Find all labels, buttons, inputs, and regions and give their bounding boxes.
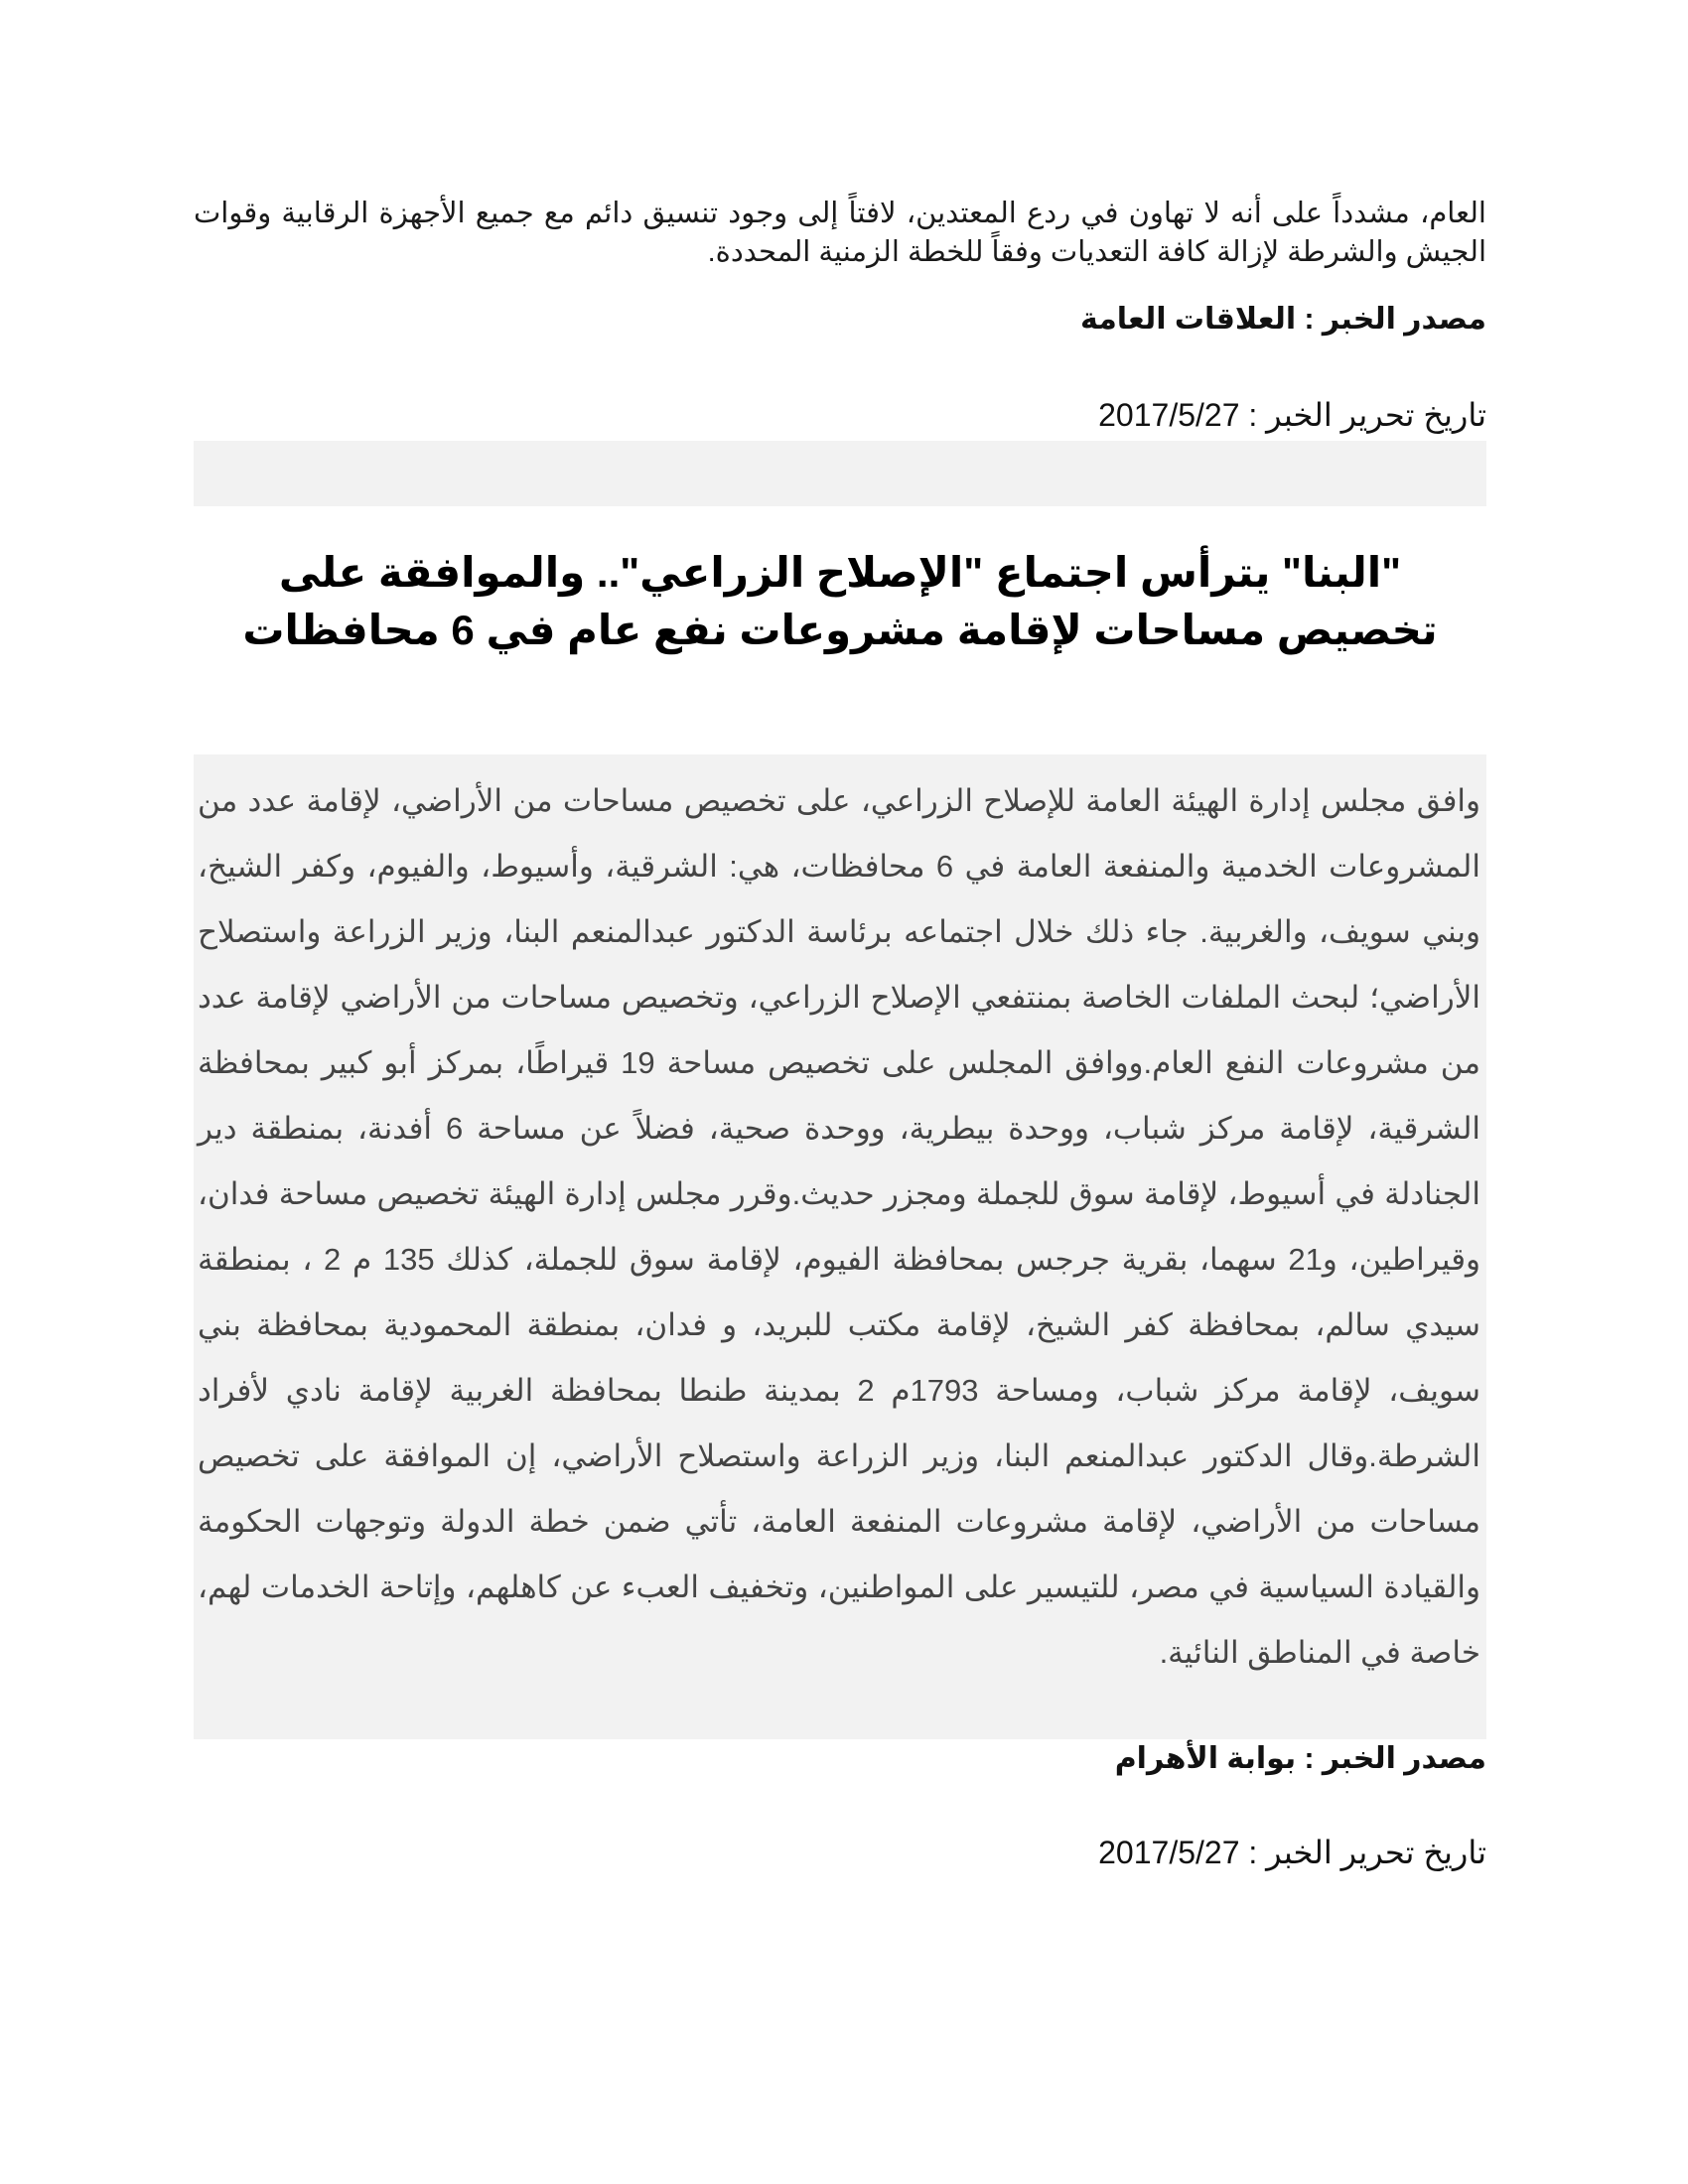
article-body-block bbox=[194, 754, 1486, 1739]
article-headline: "البنا" يترأس اجتماع "الإصلاح الزراعي".. والموافقة على تخصيص مساحات لإقامة مشروعات نفع عام في 6 محافظات bbox=[242, 549, 1438, 653]
article-source: مصدر الخبر : بوابة الأهرام bbox=[1114, 1742, 1486, 1775]
separator-band bbox=[194, 441, 1486, 506]
previous-article-source: مصدر الخبر : العلاقات العامة bbox=[1080, 303, 1486, 336]
document-page bbox=[194, 0, 1486, 2184]
previous-article-tail-paragraph: العام، مشدداً على أنه لا تهاون في ردع المعتدين، لافتاً إلى وجود تنسيق دائم مع جميع الأجهزة الرقابية وقوات الجيش والشرطة لإزالة كافة التعديات وفقاً للخطة الزمنية المحددة. bbox=[194, 198, 1486, 268]
article-body-paragraph: وافق مجلس إدارة الهيئة العامة للإصلاح الزراعي، على تخصيص مساحات من الأراضي، لإقامة عدد من المشروعات الخدمية والمنفعة العامة في 6 محافظات، هي: الشرقية، وأسيوط، والفيوم، وكفر الشيخ، وبني سويف، والغربية. جاء ذلك خلال اجتماعه برئاسة الدكتور عبدالمنعم البنا، وزير الزراعة واستصلاح الأراضي؛ لبحث الملفات الخاصة بمنتفعي الإصلاح الزراعي، وتخصيص مساحات من الأراضي لإقامة عدد من مشروعات النفع العام.ووافق المجلس على تخصيص مساحة 19 قيراطًا، بمركز أبو كبير بمحافظة الشرقية، لإقامة مركز شباب، ووحدة بيطرية، ووحدة صحية، فضلاً عن مساحة 6 أفدنة، بمنطقة دير الجنادلة في أسيوط، لإقامة سوق للجملة ومجزر حديث.وقرر مجلس إدارة الهيئة تخصيص مساحة فدان، وقيراطين، و21 سهما، بقرية جرجس بمحافظة الفيوم، لإقامة سوق للجملة، كذلك 135 م 2 ، بمنطقة سيدي سالم، بمحافظة كفر الشيخ، لإقامة مكتب للبريد، و فدان، بمنطقة المحمودية بمحافظة بني سويف، لإقامة مركز شباب، ومساحة 1793م 2 بمدينة طنطا بمحافظة الغربية لإقامة نادي لأفراد الشرطة.وقال الدكتور عبدالمنعم البنا، وزير الزراعة واستصلاح الأراضي، إن الموافقة على تخصيص مساحات من الأراضي، لإقامة مشروعات المنفعة العامة، تأتي ضمن خطة الدولة وتوجهات الحكومة والقيادة السياسية في مصر، للتيسير على المواطنين، وتخفيف العبء عن كاهلهم، وإتاحة الخدمات لهم، خاصة في المناطق النائية. bbox=[198, 783, 1481, 1670]
previous-article-date: تاريخ تحرير الخبر : 2017/5/27 bbox=[1098, 397, 1486, 433]
article-date: تاريخ تحرير الخبر : 2017/5/27 bbox=[1098, 1835, 1486, 1870]
